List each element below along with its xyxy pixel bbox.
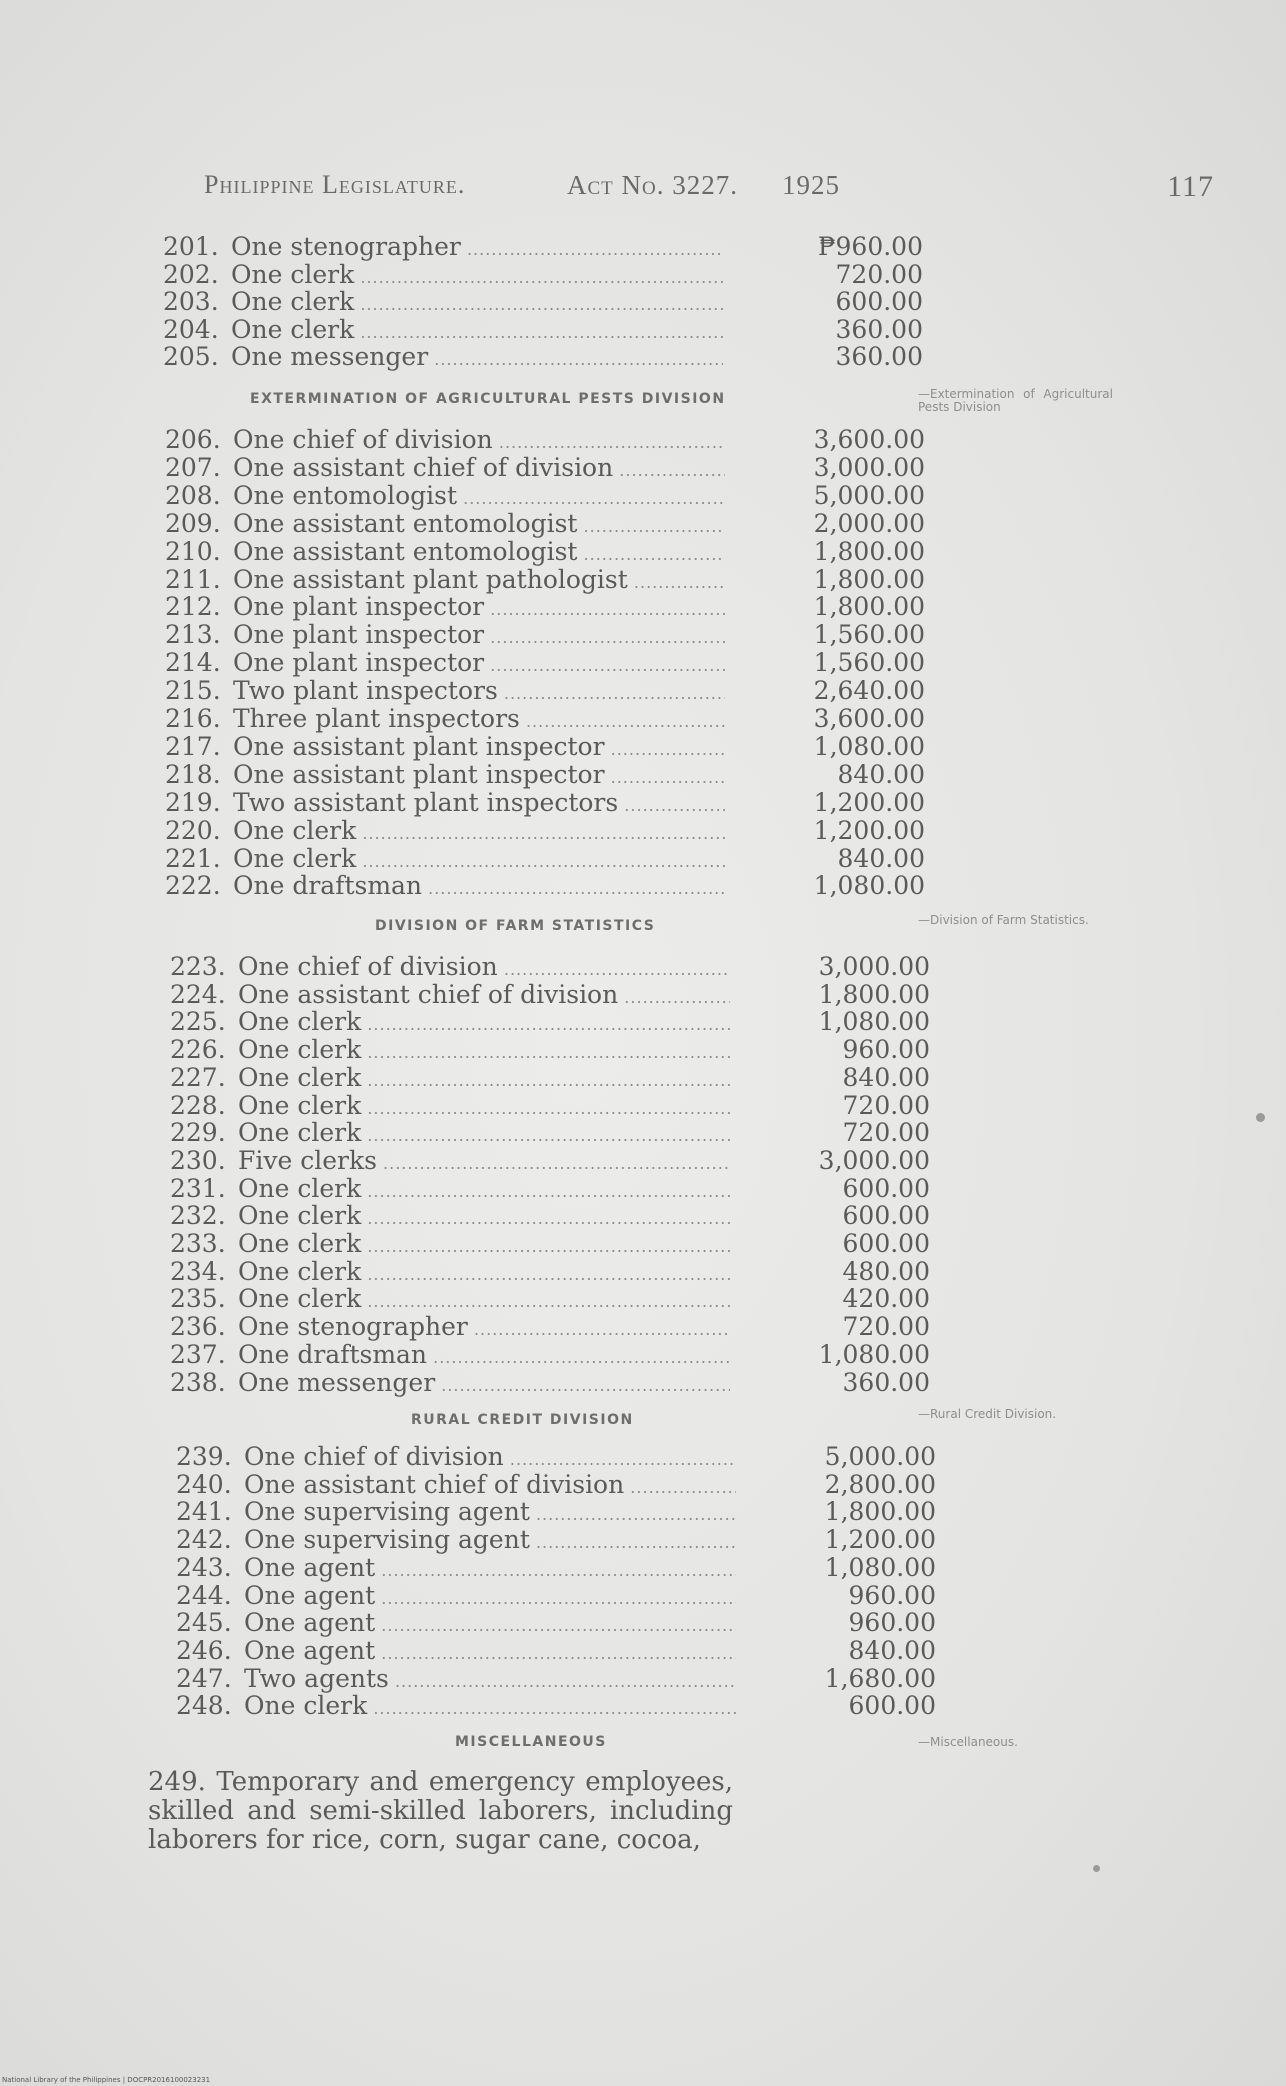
item-amount: 720.00	[835, 260, 923, 289]
item-description: One assistant chief of division .....	[238, 981, 730, 1012]
list-item	[165, 510, 925, 538]
paper-speck	[1256, 1113, 1265, 1122]
item-amount: 1,800.00	[813, 592, 925, 621]
list-item	[170, 1008, 930, 1036]
list-item	[163, 233, 923, 261]
list-item	[165, 538, 925, 566]
page-number: 117	[1167, 170, 1214, 203]
item-amount: 1,200.00	[813, 788, 925, 817]
item-description: One clerk .....	[238, 1258, 730, 1289]
item-number: 202.	[163, 260, 219, 289]
item-number: 212.	[165, 592, 221, 621]
item-amount: 840.00	[837, 844, 925, 873]
item-amount: 720.00	[842, 1118, 930, 1147]
list-item	[176, 1498, 936, 1526]
list-item	[165, 426, 925, 454]
list-item	[165, 872, 925, 900]
item-amount: 1,080.00	[824, 1553, 936, 1582]
list-item	[176, 1554, 936, 1582]
item-number: 222.	[165, 871, 221, 900]
item-amount: 1,080.00	[813, 871, 925, 900]
item-amount: 1,800.00	[824, 1497, 936, 1526]
page-header	[204, 170, 1214, 210]
item-description: One chief of division .....	[244, 1443, 736, 1474]
item-description: One stenographer .....	[231, 233, 723, 264]
item-amount: 600.00	[842, 1174, 930, 1203]
item-description: One plant inspector .....	[233, 649, 725, 680]
item-description: One plant inspector .....	[233, 593, 725, 624]
item-description: One clerk .....	[238, 1064, 730, 1095]
item-description: One clerk .....	[238, 1230, 730, 1261]
list-item	[170, 1202, 930, 1230]
item-amount: 600.00	[842, 1229, 930, 1258]
list-item	[165, 621, 925, 649]
item-description: One clerk .....	[233, 817, 725, 848]
item-amount: 360.00	[842, 1368, 930, 1397]
item-number: 207.	[165, 453, 221, 482]
item-description: One clerk .....	[231, 288, 723, 319]
item-amount: 3,600.00	[813, 704, 925, 733]
item-amount: 960.00	[848, 1581, 936, 1610]
item-description: One assistant entomologist .....	[233, 510, 725, 541]
item-description: One assistant plant pathologist .....	[233, 566, 725, 597]
item-number: 218.	[165, 760, 221, 789]
section-heading-pests: EXTERMINATION OF AGRICULTURAL PESTS DIVISION	[250, 391, 726, 407]
item-number: 244.	[176, 1581, 232, 1610]
item-description: One clerk .....	[244, 1692, 736, 1723]
item-amount: 2,800.00	[824, 1470, 936, 1499]
item-amount: 5,000.00	[824, 1442, 936, 1471]
list-item	[163, 288, 923, 316]
list-item	[170, 1119, 930, 1147]
list-item	[170, 1369, 930, 1397]
list-item	[165, 789, 925, 817]
item-amount: 600.00	[848, 1691, 936, 1720]
item-amount: 3,000.00	[818, 952, 930, 981]
item-amount: 3,000.00	[818, 1146, 930, 1175]
item-number: 217.	[165, 732, 221, 761]
list-item	[165, 733, 925, 761]
item-number: 234.	[170, 1257, 226, 1286]
item-description: One messenger .....	[231, 343, 723, 374]
list-item	[170, 1175, 930, 1203]
list-item	[176, 1665, 936, 1693]
item-amount: 360.00	[835, 315, 923, 344]
running-title: Philippine Legislature.	[204, 170, 466, 199]
section-heading-farm-statistics: DIVISION OF FARM STATISTICS	[375, 918, 656, 934]
item-number: 225.	[170, 1007, 226, 1036]
item-number: 210.	[165, 537, 221, 566]
item-description: One supervising agent .....	[244, 1498, 736, 1529]
list-item	[176, 1582, 936, 1610]
item-number: 228.	[170, 1091, 226, 1120]
item-description: One entomologist .....	[233, 482, 725, 513]
item-number: 229.	[170, 1118, 226, 1147]
list-item	[163, 343, 923, 371]
item-amount: 720.00	[842, 1091, 930, 1120]
item-amount: 840.00	[837, 760, 925, 789]
list-item	[170, 1036, 930, 1064]
list-item	[170, 1092, 930, 1120]
item-number: 247.	[176, 1664, 232, 1693]
item-amount: 1,680.00	[824, 1664, 936, 1693]
item-number: 208.	[165, 481, 221, 510]
list-item	[170, 1147, 930, 1175]
item-amount: 480.00	[842, 1257, 930, 1286]
list-item	[165, 677, 925, 705]
section-heading-rural-credit: RURAL CREDIT DIVISION	[411, 1412, 634, 1428]
item-description: One plant inspector .....	[233, 621, 725, 652]
item-number: 231.	[170, 1174, 226, 1203]
item-number: 230.	[170, 1146, 226, 1175]
item-description: One agent .....	[244, 1609, 736, 1640]
item-description: One agent .....	[244, 1554, 736, 1585]
list-item	[176, 1443, 936, 1471]
list-item	[176, 1609, 936, 1637]
list-item	[170, 1285, 930, 1313]
item-number: 233.	[170, 1229, 226, 1258]
list-item	[165, 482, 925, 510]
item-amount: 2,640.00	[813, 676, 925, 705]
item-number: 235.	[170, 1284, 226, 1313]
item-number: 203.	[163, 287, 219, 316]
item-number: 224.	[170, 980, 226, 1009]
item-number: 209.	[165, 509, 221, 538]
item-number: 221.	[165, 844, 221, 873]
item-description: One chief of division .....	[233, 426, 725, 457]
item-description: Five clerks .....	[238, 1147, 730, 1178]
item-amount: 1,080.00	[818, 1340, 930, 1369]
item-amount: 2,000.00	[813, 509, 925, 538]
item-amount: ₱960.00	[817, 232, 923, 261]
list-item	[165, 817, 925, 845]
margin-note-miscellaneous: —Miscellaneous.	[918, 1735, 1018, 1749]
item-number: 248.	[176, 1691, 232, 1720]
item-number: 211.	[165, 565, 221, 594]
item-number: 246.	[176, 1636, 232, 1665]
act-year: 1925	[782, 170, 840, 200]
item-description: One assistant chief of division .....	[233, 454, 725, 485]
item-description: Two plant inspectors .....	[233, 677, 725, 708]
item-description: One draftsman .....	[233, 872, 725, 903]
item-amount: 1,800.00	[813, 565, 925, 594]
list-item	[176, 1637, 936, 1665]
item-description: One messenger .....	[238, 1369, 730, 1400]
item-number: 232.	[170, 1201, 226, 1230]
list-item	[165, 454, 925, 482]
item-amount: 1,200.00	[824, 1525, 936, 1554]
item-description: One assistant plant inspector .....	[233, 761, 725, 792]
list-item	[176, 1471, 936, 1499]
item-amount: 960.00	[842, 1035, 930, 1064]
list-item	[170, 1341, 930, 1369]
list-item	[165, 845, 925, 873]
item-amount: 600.00	[842, 1201, 930, 1230]
item-amount: 5,000.00	[813, 481, 925, 510]
item-amount: 1,560.00	[813, 648, 925, 677]
item-number: 238.	[170, 1368, 226, 1397]
scan-footer: National Library of the Philippines | DOCPR2016100023231	[2, 2076, 211, 2084]
item-amount: 840.00	[848, 1636, 936, 1665]
item-number: 215.	[165, 676, 221, 705]
list-item	[176, 1526, 936, 1554]
item-amount: 1,080.00	[818, 1007, 930, 1036]
item-description: One agent .....	[244, 1637, 736, 1668]
item-description: One clerk .....	[238, 1092, 730, 1123]
list-item	[165, 761, 925, 789]
item-number: 227.	[170, 1063, 226, 1092]
item-description: One clerk .....	[238, 1285, 730, 1316]
list-item	[165, 649, 925, 677]
item-description: One agent .....	[244, 1582, 736, 1613]
item-description: One clerk .....	[238, 1202, 730, 1233]
item-description: Two agents .....	[244, 1665, 736, 1696]
item-description: One assistant entomologist .....	[233, 538, 725, 569]
list-item	[170, 1230, 930, 1258]
item-amount: 1,200.00	[813, 816, 925, 845]
list-item	[165, 705, 925, 733]
item-amount: 1,560.00	[813, 620, 925, 649]
item-number: 236.	[170, 1312, 226, 1341]
item-number: 219.	[165, 788, 221, 817]
item-number: 214.	[165, 648, 221, 677]
item-amount: 600.00	[835, 287, 923, 316]
margin-note-rural-credit: —Rural Credit Division.	[918, 1407, 1057, 1421]
item-number: 241.	[176, 1497, 232, 1526]
list-item	[165, 566, 925, 594]
list-item	[163, 316, 923, 344]
item-amount: 3,000.00	[813, 453, 925, 482]
paragraph-249: 249. Temporary and emergency employees, skilled and semi-skilled laborers, including laborers for rice, corn, sugar cane, cocoa,	[148, 1767, 733, 1855]
item-description: One assistant plant inspector .....	[233, 733, 725, 764]
list-item	[176, 1692, 936, 1720]
item-number: 223.	[170, 952, 226, 981]
item-amount: 420.00	[842, 1284, 930, 1313]
item-description: One supervising agent .....	[244, 1526, 736, 1557]
item-amount: 1,800.00	[818, 980, 930, 1009]
list-item	[170, 1313, 930, 1341]
item-number: 201.	[163, 232, 219, 261]
item-amount: 360.00	[835, 342, 923, 371]
item-description: One clerk .....	[238, 1008, 730, 1039]
item-description: One clerk .....	[233, 845, 725, 876]
item-description: One assistant chief of division .....	[244, 1471, 736, 1502]
paper-speck	[1093, 1865, 1100, 1872]
item-amount: 1,800.00	[813, 537, 925, 566]
margin-note-farm-statistics: —Division of Farm Statistics.	[918, 913, 1089, 927]
item-description: One chief of division .....	[238, 953, 730, 984]
item-amount: 3,600.00	[813, 425, 925, 454]
item-description: One clerk .....	[238, 1036, 730, 1067]
item-amount: 1,080.00	[813, 732, 925, 761]
item-number: 237.	[170, 1340, 226, 1369]
item-number: 243.	[176, 1553, 232, 1582]
item-number: 242.	[176, 1525, 232, 1554]
item-description: One clerk .....	[231, 261, 723, 292]
item-amount: 720.00	[842, 1312, 930, 1341]
item-description: One clerk .....	[238, 1175, 730, 1206]
list-item	[170, 1258, 930, 1286]
list-item	[170, 953, 930, 981]
act-number: Act No. 3227.	[567, 170, 738, 200]
item-number: 226.	[170, 1035, 226, 1064]
list-item	[165, 593, 925, 621]
item-number: 204.	[163, 315, 219, 344]
list-item	[163, 261, 923, 289]
item-number: 220.	[165, 816, 221, 845]
item-number: 205.	[163, 342, 219, 371]
item-description: One draftsman .....	[238, 1341, 730, 1372]
item-description: Three plant inspectors .....	[233, 705, 725, 736]
item-number: 216.	[165, 704, 221, 733]
list-item	[170, 1064, 930, 1092]
item-number: 240.	[176, 1470, 232, 1499]
item-number: 213.	[165, 620, 221, 649]
margin-note-pests: —Extermination of Agricultural Pests Division	[918, 387, 1113, 414]
section-heading-miscellaneous: MISCELLANEOUS	[455, 1734, 607, 1750]
item-description: One clerk .....	[231, 316, 723, 347]
item-description: One stenographer .....	[238, 1313, 730, 1344]
list-item	[170, 981, 930, 1009]
item-amount: 960.00	[848, 1608, 936, 1637]
item-amount: 840.00	[842, 1063, 930, 1092]
item-description: One clerk .....	[238, 1119, 730, 1150]
item-number: 206.	[165, 425, 221, 454]
item-description: Two assistant plant inspectors .....	[233, 789, 725, 820]
item-number: 239.	[176, 1442, 232, 1471]
item-number: 245.	[176, 1608, 232, 1637]
